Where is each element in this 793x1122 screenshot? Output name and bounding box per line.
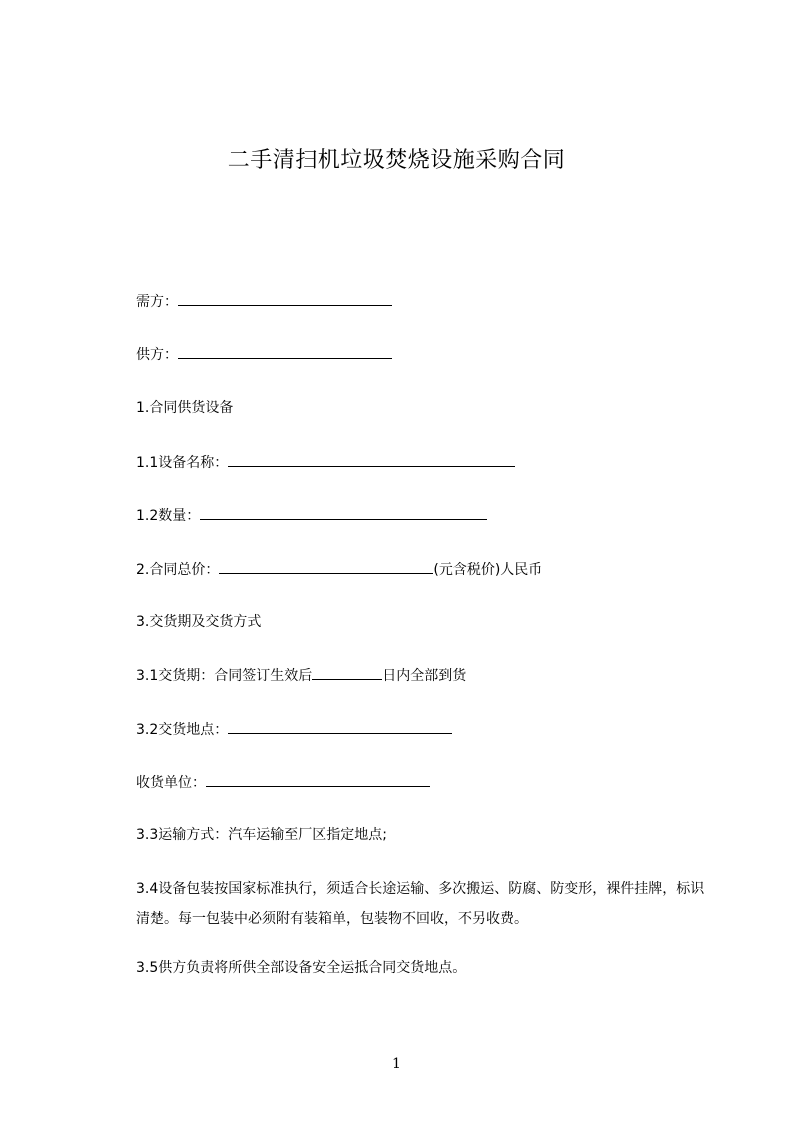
equipment-name-line	[136, 452, 515, 473]
delivery-location-line	[136, 719, 452, 740]
delivery-days-blank[interactable]	[312, 665, 382, 680]
section-1-text: 1.合同供货设备	[136, 400, 234, 416]
quantity-label: 1.2数量：	[136, 508, 201, 524]
packaging-paragraph	[106, 874, 706, 934]
supplier-label: 供方：	[136, 347, 178, 363]
section-3-text: 3.交货期及交货方式	[136, 614, 262, 630]
quantity-blank[interactable]	[200, 505, 487, 520]
supplier-blank[interactable]	[178, 344, 392, 359]
supplier-line	[136, 344, 392, 365]
supplier-responsibility-line	[136, 958, 466, 978]
receiver-line	[136, 772, 430, 793]
delivery-location-blank[interactable]	[228, 719, 452, 734]
transport-method-line	[136, 825, 387, 845]
delivery-location-label: 3.2交货地点：	[136, 722, 229, 738]
equipment-name-blank[interactable]	[228, 452, 515, 467]
buyer-blank[interactable]	[178, 291, 392, 306]
buyer-line	[136, 291, 392, 312]
supplier-responsibility-text: 3.5供方负责将所供全部设备安全运抵合同交货地点。	[136, 960, 467, 976]
transport-method-text: 3.3运输方式：汽车运输至厂区指定地点;	[136, 827, 387, 843]
total-price-suffix: (元含税价)人民币	[433, 562, 543, 578]
total-price-label: 2.合同总价：	[136, 562, 220, 578]
delivery-period-suffix: 日内全部到货	[382, 668, 467, 684]
delivery-period-line	[136, 665, 466, 686]
page-number: 1	[392, 1056, 401, 1072]
buyer-label: 需方：	[136, 294, 178, 310]
receiver-label: 收货单位：	[136, 775, 206, 791]
equipment-name-label: 1.1设备名称：	[136, 455, 229, 471]
delivery-period-label: 3.1交货期：合同签订生效后	[136, 668, 313, 684]
total-price-blank[interactable]	[219, 559, 433, 574]
packaging-text: 3.4设备包装按国家标准执行，须适合长途运输、多次搬运、防腐、防变形，裸件挂牌，标识清楚。每一包装中必须附有装箱单，包装物不回收，不另收费。	[136, 881, 705, 927]
receiver-blank[interactable]	[206, 772, 430, 787]
section-1-heading	[136, 398, 233, 418]
document-title: 二手清扫机垃圾焚烧设施采购合同	[227, 148, 566, 173]
total-price-line	[136, 559, 542, 580]
quantity-line	[136, 505, 487, 526]
section-3-heading	[136, 612, 261, 632]
